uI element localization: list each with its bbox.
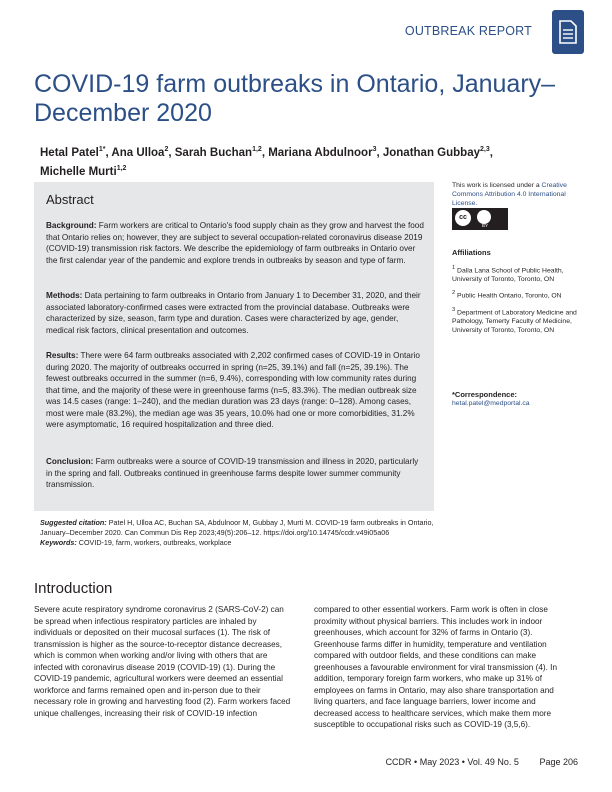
author: Sarah Buchan$^{1,2}$, (174, 146, 269, 159)
keywords: COVID-19, farm, workers, outbreaks, workplace (78, 538, 232, 547)
abstract-conclusion: Conclusion: Farm outbreaks were a source of COVID-19 transmission and illness in 2020, particularly in the spring and fall. Outbreaks continued in greenhouse farms despite lower summer community transmission. (46, 457, 419, 489)
author: Michelle Murti$^{1,2}$ (40, 164, 127, 178)
page-title: COVID-19 farm outbreaks in Ontario, January–December 2020 (34, 70, 556, 127)
person-icon (477, 210, 491, 224)
cc-by-logo: cc BY (452, 208, 508, 230)
correspondence-email-link[interactable]: hetal.patel@medportal.ca (452, 400, 530, 407)
abstract-heading: Abstract (46, 192, 94, 207)
journal-info: CCDR • May 2023 • Vol. 49 No. 5 (385, 757, 519, 767)
page-number: Page 206 (539, 757, 578, 767)
author: Jonathan Gubbay$^{2,3}$, (382, 146, 493, 159)
affiliation-item: $^1$ Dalla Lana School of Public Health, University of Toronto, Toronto, ON (452, 265, 564, 284)
affiliation-item: $^2$ Public Health Ontario, Toronto, ON (452, 290, 562, 300)
license-link[interactable]: Creative Commons Attribution 4.0 International License. (452, 182, 567, 207)
abstract-background: Background: Farm workers are critical to Ontario's food supply chain as they grow and harvest the food that Ontario relies on; however, they are subject to several occupation-related coronavirus disease 2019 (COVID-19) transmission risk factors. We describe the epidemiology of farm outbreaks in Ontario over the first calendar year of the pandemic and explore trends in outbreaks by season and type of farm. (46, 221, 424, 265)
correspondence: *Correspondence: hetal.patel@medportal.ca (452, 390, 530, 407)
abstract-results: Results: There were 64 farm outbreaks associated with 2,202 confirmed cases of COVID-19 in Ontario during 2020. The majority of outbreaks occurred in spring (n=25, 39.1%) and fall (n=25, 39.1%). The fewest outbreaks occurred in the summer (n=6, 9.4%), corresponding with low community rates during that time, and the majority of these were in greenhouse farms (n=5, 83.3%). The median outbreak size was 14.5 cases (range: 1–240), and the median duration was 23 days (range: 0–128). Among cases, most were male (83.2%), the median age was 35 years, 10.0% had one or more comorbidities, 31.2% were asymptomatic, 16 required hospitalization and three died. (46, 351, 420, 429)
introduction-heading: Introduction (34, 580, 113, 597)
affiliations-heading: Affiliations (452, 248, 491, 257)
author: Hetal Patel$^{1*}$, (40, 146, 112, 159)
license-note: This work is licensed under a Creative Commons Attribution 4.0 International License. (452, 182, 567, 207)
affiliations (452, 248, 582, 335)
affiliation-item: $^3$ Department of Laboratory Medicine and Pathology, Temerty Faculty of Medicine, University of Toronto, Toronto, ON (452, 306, 577, 334)
author: Ana Ulloa$^2$, (111, 146, 175, 159)
author: Mariana Abdulnoor$^3$, (268, 146, 383, 159)
introduction-column-2: compared to other essential workers. Farm work is often in close proximity without physical barriers. This includes work in indoor greenhouses, which account for 32% of farms in Ontario (3). Greenhouse farms differ in humidity, temperature and ventilation compared with outdoor fields, and these conditions can make greenhouses a favourable environment for viral transmission (4). In addition, temporary foreign farm workers, who make up 31% of employees on farms in Ontario, may also share transportation and living quarters, and face language barriers, lower income and decreased access to healthcare services, which make them more susceptible to occupational risks such as COVID-19 (3,5,6). (314, 605, 558, 729)
abstract-box (34, 182, 434, 511)
page-footer (386, 757, 578, 767)
section-label: OUTBREAK REPORT (404, 24, 532, 38)
document-icon (552, 10, 584, 54)
introduction-column-1: Severe acute respiratory syndrome coronavirus 2 (SARS-CoV-2) can be spread when infectious respiratory particles are inhaled by individuals or deposited on their mucosal surfaces (1). The risk of transmission is higher as the source-to-receptor distance decreases, which is common when working and/or living with others that are infected with coronavirus disease 2019 (COVID-19) (1). During the COVID-19 pandemic, agricultural workers were deemed an essential workforce and farms remained open and in-person due to their necessary role in growing and harvesting food (2). Farm workers faced unique challenges, increasing their risk of COVID-19 infection (34, 605, 291, 718)
suggested-citation: Suggested citation: Patel H, Ulloa AC, Buchan SA, Abdulnoor M, Gubbay J, Murti M. COVID-19 farm outbreaks in Ontario, January–December 2020. Can Commun Dis Rep 2023;49(5):206–12. https://doi.org/10.14745/ccdr.v49i05a06 Keywords: COVID-19, farm, workers, outbreaks, workplace (40, 518, 434, 547)
author-list (40, 142, 520, 180)
abstract-methods: Methods: Data pertaining to farm outbreaks in Ontario from January 1 to December 31, 2020, and their associated laboratory-confirmed cases were extracted from the provincial database. Outbreaks were characterized by size, season, farm type and duration. Cases were characterized by age, gender, medical risk factors, clinical presentation and outcomes. (46, 291, 421, 335)
